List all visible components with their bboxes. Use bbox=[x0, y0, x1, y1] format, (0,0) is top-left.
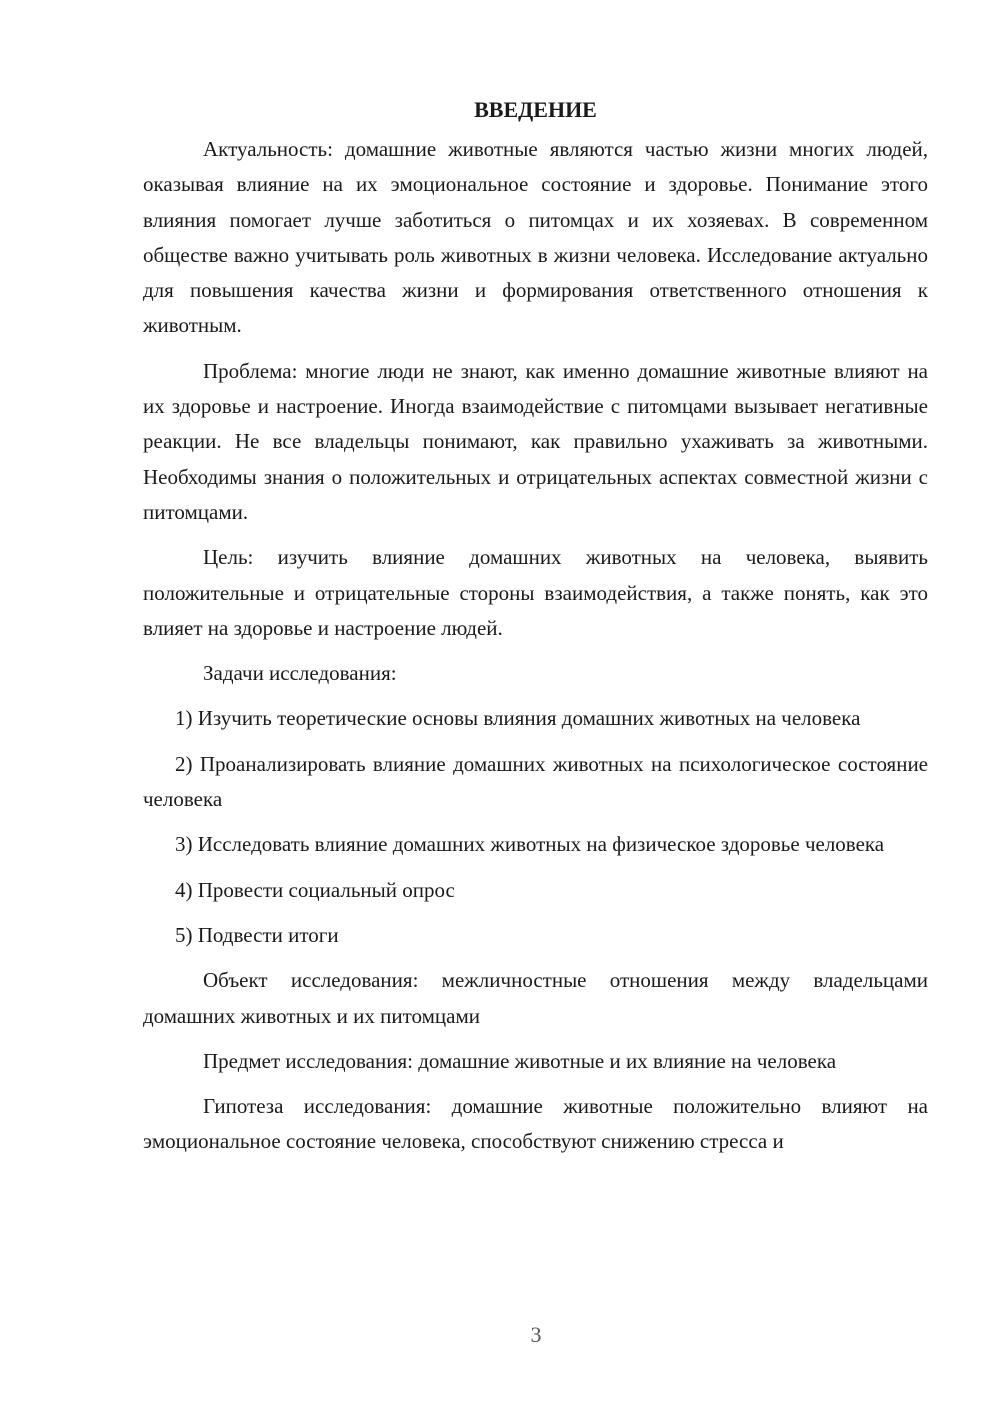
task-item-5: 5) Подвести итоги bbox=[175, 922, 339, 947]
goal-paragraph: Цель: изучить влияние домашних животных на человека, выявить положительные и отрицательные стороны взаимодействия, а также понять, как это влияет на здоровье и настроение людей. bbox=[143, 545, 928, 640]
task-item-3: 3) Исследовать влияние домашних животных на физическое здоровье человека bbox=[175, 832, 885, 857]
document-page bbox=[143, 92, 928, 1160]
page-title: ВВЕДЕНИЕ bbox=[474, 97, 597, 122]
task-item-4: 4) Провести социальный опрос bbox=[175, 877, 455, 902]
problem-paragraph: Проблема: многие люди не знают, как именно домашние животные влияют на их здоровье и настроение. Иногда взаимодействие с питомцами вызывает негативные реакции. Не все владельцы понимают, как правильно ухаживать за животными. Необходимы знания о положительных и отрицательных аспектах совместной жизни с питомцами. bbox=[143, 358, 928, 524]
tasks-heading: Задачи исследования: bbox=[203, 661, 397, 686]
relevance-paragraph: Актуальность: домашние животные являются частью жизни многих людей, оказывая влияние на их эмоциональное состояние и здоровье. Понимание этого влияния помогает лучше заботиться о питомцах и их хозяевах. В современном обществе важно учитывать роль животных в жизни человека. Исследование актуально для повышения качества жизни и формирования ответственного отношения к животным. bbox=[143, 137, 928, 338]
page-number: 3 bbox=[530, 1322, 542, 1347]
task-item-2: 2) Проанализировать влияние домашних животных на психологическое состояние человека bbox=[143, 751, 928, 812]
task-item-1: 1) Изучить теоретические основы влияния домашних животных на человека bbox=[175, 706, 861, 731]
object-paragraph: Объект исследования: межличностные отношения между владельцами домашних животных и их питомцами bbox=[143, 968, 928, 1028]
subject-paragraph: Предмет исследования: домашние животные и их влияние на человека bbox=[203, 1048, 837, 1073]
hypothesis-paragraph: Гипотеза исследования: домашние животные положительно влияют на эмоциональное состояние человека, способствуют снижению стресса и bbox=[143, 1094, 928, 1154]
